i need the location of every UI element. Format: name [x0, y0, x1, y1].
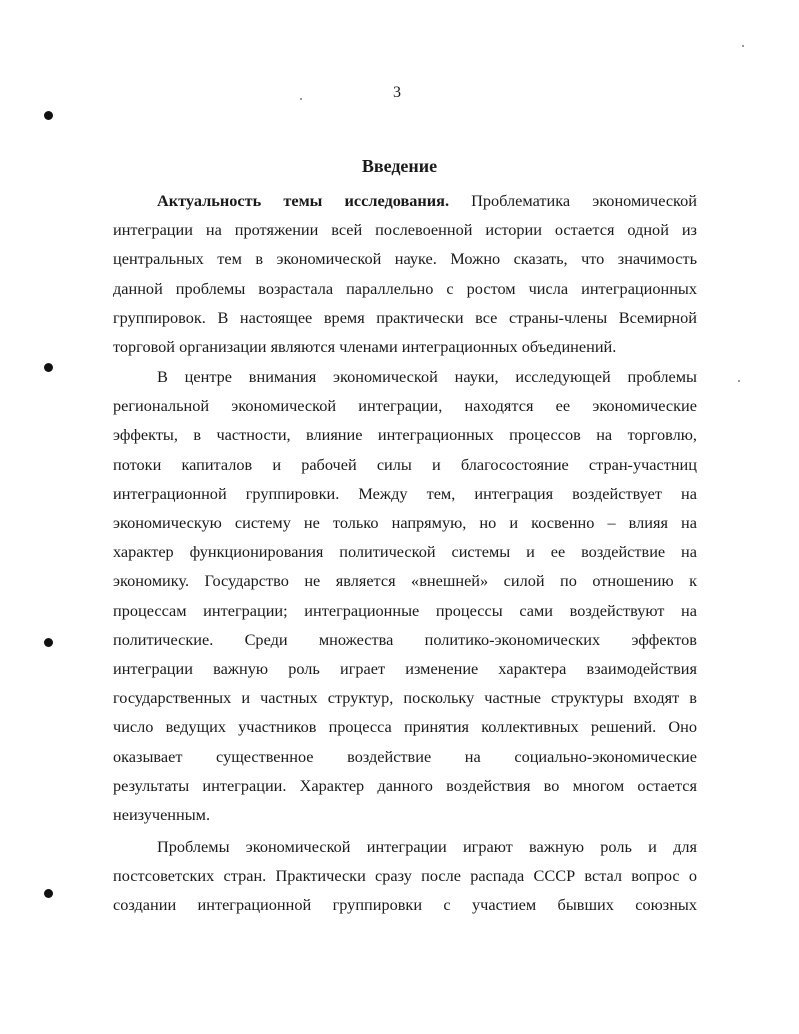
paragraph-3	[113, 832, 697, 920]
paragraph-line: экономику. Государство не является «внешней» силой по отношению к	[113, 571, 697, 591]
paragraph-line: создании интеграционной группировки с участием бывших союзных	[113, 895, 697, 915]
punch-hole-1	[44, 111, 53, 120]
paragraph-line: неизученным.	[113, 805, 211, 825]
paragraph-line: политические. Среди множества политико-экономических эффектов	[113, 629, 697, 649]
scan-speck	[742, 45, 744, 47]
paragraph-2	[113, 362, 697, 829]
paragraph-line: интеграционной группировки. Между тем, интеграция воздействует на	[113, 483, 697, 503]
paragraph-line: постсоветских стран. Практически сразу после распада СССР встал вопрос о	[113, 866, 697, 886]
paragraph-line: число ведущих участников процесса принятия коллективных решений. Оно	[113, 717, 697, 737]
paragraph-line: Актуальность темы исследования. Проблематика экономической	[157, 191, 697, 210]
scan-speck	[300, 98, 302, 100]
paragraph-line: центральных тем в экономической науке. Можно сказать, что значимость	[113, 249, 697, 269]
page-number: 3	[393, 84, 401, 101]
paragraph-line: Проблемы экономической интеграции играют важную роль и для	[157, 837, 697, 856]
paragraph-line: группировок. В настоящее время практически все страны-члены Всемирной	[113, 307, 697, 327]
scan-speck	[738, 380, 740, 382]
paragraph-line: интеграции важную роль играет изменение характера взаимодействия	[113, 659, 697, 679]
paragraph-line: характер функционирования политической системы и ее воздействие на	[113, 542, 697, 562]
lead-phrase: Актуальность темы исследования.	[157, 191, 450, 210]
paragraph-line: оказывает существенное воздействие на социально-экономические	[113, 746, 697, 766]
paragraph-line: эффекты, в частности, влияние интеграционных процессов на торговлю,	[113, 425, 697, 445]
paragraph-line: данной проблемы возрастала параллельно с ростом числа интеграционных	[113, 278, 697, 298]
paragraph-1	[113, 186, 697, 361]
punch-hole-2	[44, 363, 53, 372]
paragraph-line: потоки капиталов и рабочей силы и благосостояние стран-участниц	[113, 454, 697, 474]
paragraph-line: государственных и частных структур, поскольку частные структуры входят в	[113, 688, 697, 708]
paragraph-line: торговой организации являются членами интеграционных объединений.	[113, 337, 617, 357]
paragraph-line: процессам интеграции; интеграционные процессы сами воздействуют на	[113, 600, 697, 620]
paragraph-line: экономическую систему не только напрямую, но и косвенно – влияя на	[113, 513, 697, 533]
paragraph-line: результаты интеграции. Характер данного воздействия во многом остается	[113, 775, 697, 795]
punch-hole-3	[44, 638, 53, 647]
paragraph-line: региональной экономической интеграции, находятся ее экономические	[113, 396, 697, 416]
paragraph-line: интеграции на протяжении всей послевоенной истории остается одной из	[113, 220, 697, 240]
page-title: Введение	[361, 156, 438, 176]
paragraph-line: В центре внимания экономической науки, исследующей проблемы	[157, 367, 697, 386]
punch-hole-4	[44, 889, 53, 898]
